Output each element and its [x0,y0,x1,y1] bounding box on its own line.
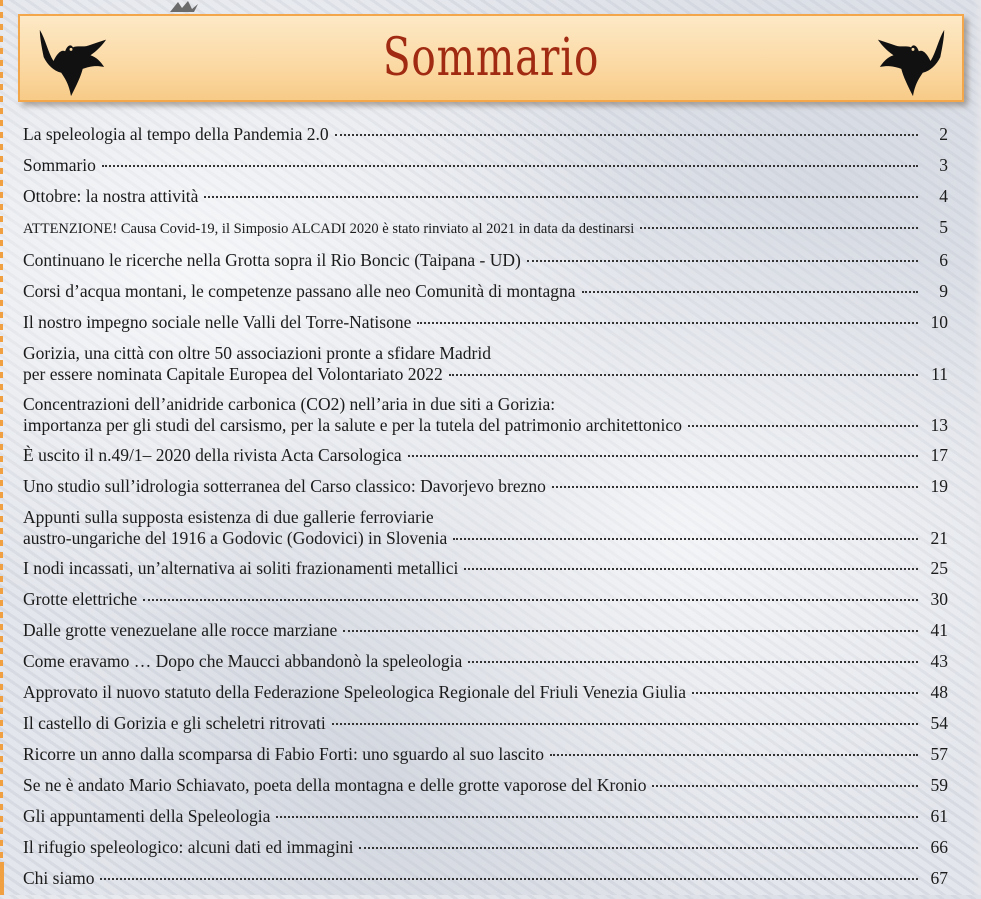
toc-entry [23,394,948,436]
toc-leader-dots [453,538,918,540]
toc-leader-dots [100,878,918,880]
toc-leader-dots [343,630,918,632]
toc-leader-dots [332,723,918,725]
toc-entry-title: È uscito il n.49/1– 2020 della rivista Acta Carsologica [23,445,402,465]
toc-entry-title: Corsi d’acqua montani, le competenze passano alle neo Comunità di montagna [23,281,576,301]
toc-leader-dots [449,374,918,376]
toc-entry-title-line2: austro-ungariche del 1916 a Godovic (Godovici) in Slovenia [23,528,448,548]
toc-entry-title-line2: per essere nominata Capitale Europea del Volontariato 2022 [23,364,443,384]
toc-entry [23,806,948,827]
bat-wing-fragment-icon [168,0,200,14]
toc-leader-dots [143,599,918,601]
toc-entry-title: Approvato il nuovo statuto della Federazione Speleologica Regionale del Friuli Venezia Giulia [23,682,687,702]
toc-entry [23,250,948,271]
toc-entry-title: La speleologia al tempo della Pandemia 2.0 [23,124,329,144]
toc-leader-dots [550,754,918,756]
toc-leader-dots [408,455,918,457]
toc-entry [23,217,948,240]
toc-leader-dots [359,847,918,849]
toc-entry-page: 41 [930,620,948,640]
toc-entry [23,312,948,333]
toc-entry-page: 43 [930,651,948,671]
toc-entry-page: 67 [930,868,948,888]
toc-entry-title: Continuano le ricerche nella Grotta sopra il Rio Boncic (Taipana - UD) [23,250,521,270]
toc-entry [23,744,948,765]
toc-entry [23,281,948,302]
toc-entry-title: Il castello di Gorizia e gli scheletri ritrovati [23,713,326,733]
toc-entry [23,445,948,466]
toc-leader-dots [652,785,918,787]
toc-leader-dots [102,165,918,167]
toc-entry-title-line1: Appunti sulla supposta esistenza di due gallerie ferroviarie [23,507,434,527]
toc-entry [23,558,948,579]
toc-entry-page: 48 [930,682,948,702]
toc-entry-title: Sommario [23,155,96,175]
bat-icon [874,24,952,102]
toc-entry-title: Grotte elettriche [23,589,138,609]
toc-leader-dots [276,816,918,818]
toc-entry-page: 19 [930,476,948,496]
toc-entry-page: 17 [930,445,948,465]
toc-entry [23,589,948,610]
toc-entry-page: 2 [939,124,948,144]
toc-entry-page: 9 [939,281,948,301]
toc-leader-dots [417,322,918,324]
toc-entry-title: Uno studio sull’idrologia sotterranea del Carso classico: Davorjevo brezno [23,476,546,496]
toc-entry-page: 5 [939,217,948,237]
toc-entry [23,682,948,703]
toc-entry-page: 61 [930,806,948,826]
toc-entry [23,775,948,796]
toc-entry-title-line1: Gorizia, una città con oltre 50 associazioni pronte a sfidare Madrid [23,343,491,363]
toc-entry-title: Se ne è andato Mario Schiavato, poeta della montagna e delle grotte vaporose del Kronio [23,775,647,795]
toc-entry [23,620,948,641]
toc-entry [23,476,948,497]
toc-entry-page: 30 [930,589,948,609]
toc-entry-title: Ottobre: la nostra attività [23,186,199,206]
toc-leader-dots [692,692,918,694]
toc-entry [23,837,948,858]
toc-leader-dots [552,486,918,488]
toc-entry-page: 3 [939,155,948,175]
bat-icon [32,24,110,102]
toc-leader-dots [640,227,918,229]
page-left-mark [0,862,4,895]
toc-entry [23,651,948,672]
page-right-shade [973,0,981,895]
toc-leader-dots [582,291,918,293]
toc-entry [23,507,948,549]
toc-entry-page: 25 [930,558,948,578]
toc-entry-page: 13 [930,415,948,435]
page-title: Sommario [382,28,600,88]
toc-entry-title: Gli appuntamenti della Speleologia [23,806,271,826]
toc-entry-page: 21 [930,528,948,548]
toc-entry-page: 11 [931,364,948,384]
toc-entry-page: 4 [939,186,948,206]
toc-entry-page: 6 [939,250,948,270]
toc-entry-title-line1: Concentrazioni dell’anidride carbonica (CO2) nell’aria in due siti a Gorizia: [23,394,556,414]
toc-entry-title: Il nostro impegno sociale nelle Valli del Torre-Natisone [23,312,412,332]
toc-entry [23,155,948,176]
toc-entry [23,343,948,385]
toc-entry-title-line2: importanza per gli studi del carsismo, per la salute e per la tutela del patrimonio architettonico [23,415,682,435]
toc-entry-title: Ricorre un anno dalla scomparsa di Fabio Forti: uno sguardo al suo lascito [23,744,545,764]
toc-entry-title: Chi siamo [23,868,95,888]
toc-entry-title: Il rifugio speleologico: alcuni dati ed immagini [23,837,354,857]
toc-entry-page: 54 [930,713,948,733]
toc-entry-title: I nodi incassati, un’alternativa ai soliti frazionamenti metallici [23,558,459,578]
page-left-border [0,0,3,895]
toc-leader-dots [468,661,918,663]
toc-leader-dots [335,134,918,136]
toc-entry [23,713,948,734]
table-of-contents [23,124,948,899]
toc-entry-title: Come eravamo … Dopo che Maucci abbandonò la speleologia [23,651,463,671]
toc-entry [23,868,948,889]
toc-entry-page: 66 [930,837,948,857]
toc-entry-title: Dalle grotte venezuelane alle rocce marziane [23,620,338,640]
toc-leader-dots [688,425,918,427]
toc-entry [23,124,948,145]
toc-entry-page: 57 [930,744,948,764]
title-banner [18,14,964,102]
toc-entry-page: 59 [930,775,948,795]
toc-entry [23,186,948,207]
toc-leader-dots [464,568,918,570]
toc-leader-dots [527,260,918,262]
toc-leader-dots [204,196,918,198]
toc-entry-title: ATTENZIONE! Causa Covid-19, il Simposio ALCADI 2020 è stato rinviato al 2021 in data da destinarsi [23,221,635,237]
toc-entry-page: 10 [930,312,948,332]
